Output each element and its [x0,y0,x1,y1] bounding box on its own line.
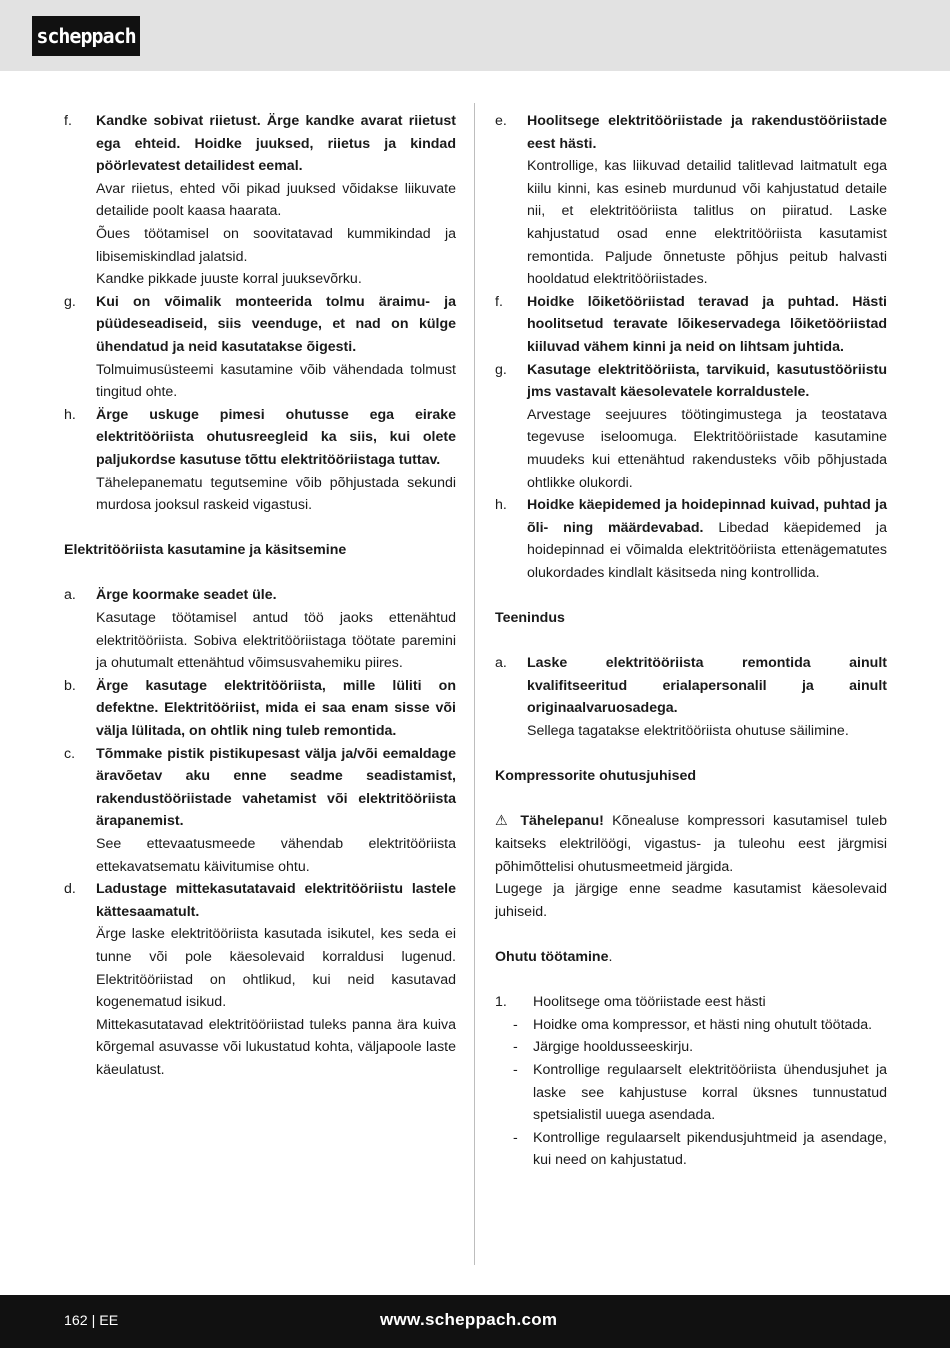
item-label: g. [64,293,76,310]
item-paragraph: Kandke pikkade juuste korral juuksevõrku. [96,271,362,288]
column-divider [474,103,475,1265]
item-bold-text: Ärge koormake seadet üle. [96,587,277,604]
right-column [495,110,887,1172]
warning-paragraph [495,810,887,878]
section-heading-compressor: Kompressorite ohutusjuhised [495,768,697,785]
item-bold-text: Hoolitsege elektritööriistade ja rakendustööriistade eest hästi. [527,113,887,152]
item-bold-text: Tõmmake pistik pistikupesast välja ja/või eemaldage äravõetav aku enne seadme seadistamist, rakendustööriistade vahetamist või elektritööriista ärapanemist. [96,745,456,830]
item-paragraph: Kasutage töötamisel antud töö jaoks ettenähtud elektritööriista. Sobiva elektritööriistaga töötate paremini ja ohutumalt ettenähtud võimsusvahemiku piires. [96,610,456,672]
item-paragraph: Tolmuimusüsteemi kasutamine võib vähendada tolmust tingitud ohte. [96,361,456,401]
dash-bullet: - [513,1039,518,1056]
section-heading-usage: Elektritööriista kasutamine ja käsitsemine [64,542,347,559]
dash-list-item [495,1127,887,1172]
item-label: f. [495,293,503,310]
item-label: a. [64,587,76,604]
item-bold-text: Ärge uskuge pimesi ohutusse ega eirake elektritööriista ohutusreegleid ka siis, kui olete paljukordse kasutuse tõttu elektritööriistaga tuttav. [96,406,456,468]
dash-bullet: - [513,1061,518,1078]
dash-text: Kontrollige regulaarselt elektritööriista ühendusjuhet ja laske see kahjustuse korral üksnes tunnustatud spetsialistil uuega asendada. [533,1061,887,1124]
dash-bullet: - [513,1016,518,1033]
item-paragraph: Ärge laske elektritööriista kasutada isikutel, kes seda ei tunne või pole käesolevaid korraldusi lugenud. Elektritööriistad on ohtlikud, kui neid kasutavad kogenematud isikud. [96,926,456,1011]
numbered-text: Hoolitsege oma tööriistade eest hästi [533,994,766,1011]
left-column [64,110,456,1082]
section-heading-service: Teenindus [495,610,565,627]
read-instructions-text: Lugege ja järgige enne seadme kasutamist käesolevaid juhiseid. [495,881,887,920]
item-bold-text: Hoidke käepidemed ja hoidepinnad kuivad, puhtad ja õli- ning määrdevabad. [527,497,887,536]
item-label: h. [64,406,76,423]
item-bold-text: Kandke sobivat riietust. Ärge kandke avarat riietust ega ehteid. Hoidke juuksed, riietus ja kindad pöörlevatest detailidest eemal. [96,113,456,175]
item-paragraph: Sellega tagatakse elektritööriista ohutuse säilimine. [527,723,849,740]
service-item [495,652,887,742]
item-paragraph: Kontrollige, kas liikuvad detailid talitlevad laitmatult ega kiilu kinni, kas esineb murdunud või kahjustatud detaile nii, et elektritööriista talitlus on piiratud. Laske kahjustatud osad enne elektritööriista kasutamist remontida. Paljude õnnetuste põhjus peitub halvasti hooldatud elektritööriistades. [527,158,887,288]
warning-triangle-icon: ⚠ [495,813,513,830]
service-items [495,652,887,742]
list-item [495,291,887,359]
item-label: c. [64,745,76,762]
item-bold-text: Ladustage mittekasutatavaid elektritööriistu lastele kättesaamatult. [96,881,456,920]
list-item [64,110,456,291]
item-paragraph: Arvestage seejuures töötingimustega ja teostatava tegevuse iseloomuga. Elektritööriistade kasutamine muudeks kui ettenähtud rakendusteks võib põhjustada ohtlikke olukordi. [527,406,887,491]
item-bold-text: Ärge kasutage elektritööriista, mille lüliti on defektne. Elektritööriist, mida ei saa enam sisse või välja lülitada, on ohtlik ning tuleb remontida. [96,677,456,740]
item-inline-text: Libedad käepidemed ja hoidepinnad ei võimalda elektritööriista ettenägematutes olukordades kindlalt käsitseda ning kontrollida. [527,519,887,581]
safe-work-heading: Ohutu töötamine. [495,948,613,965]
dash-list-item [495,1036,887,1059]
item-paragraph: See ettevaatusmeede vähendab elektritööriista ettekavatsematu käivitumise ohtu. [96,836,456,875]
page-number: 162 | EE [64,1313,119,1329]
numbered-item [495,991,887,1014]
dash-text: Järgige hooldusseeskirju. [533,1039,694,1056]
list-item [64,404,456,517]
dash-text: Kontrollige regulaarselt pikendusjuhtmeid ja asendage, kui need on kahjustatud. [533,1129,887,1169]
item-label: g. [495,361,507,378]
list-item [64,584,456,674]
dash-text: Hoidke oma kompressor, et hästi ning ohutult töötada. [533,1016,873,1033]
right-items-top [495,110,887,584]
item-paragraph: Mittekasutatavad elektritööriistad tuleks panna ära kuiva kõrgemal asuvasse või lukustatud kohta, väljapoole laste käeulatust. [96,1016,456,1078]
dash-bullet: - [513,1129,518,1146]
numbered-label: 1. [495,994,507,1011]
left-items-bottom [64,584,456,1081]
list-item [64,291,456,404]
page-header [0,0,950,71]
list-item [495,359,887,495]
list-item [495,110,887,291]
item-paragraph: Avar riietus, ehted või pikad juuksed võidakse liikuvate detailide poolt kaasa haarata. [96,180,456,220]
page-footer [0,1295,950,1348]
warning-label: Tähelepanu! [520,813,604,830]
item-label: h. [495,497,507,514]
item-label: a. [495,655,507,672]
item-bold-text: Kasutage elektritööriista, tarvikuid, kasutustööriistu jms vastavalt käesolevatele korraldustele. [527,361,887,401]
left-items-top [64,110,456,517]
item-label: b. [64,677,76,694]
scheppach-logo: scheppach [32,16,140,56]
item-bold-text: Hoidke lõiketööriistad teravad ja puhtad. Hästi hoolitsetud teravate lõikeservadega lõiketööriistad kiiluvad vähem kinni ja neid on lihtsam juhtida. [527,293,887,355]
item-paragraph: Tähelepanematu tegutsemine võib põhjustada sekundi murdosa jooksul raskeid vigastusi. [96,474,456,514]
list-item [495,494,887,584]
list-item [64,675,456,743]
warning-text: Kõnealuse kompressori kasutamisel tuleb kaitseks elektrilöögi, vigastus- ja tuleohu eest järgmisi põhimõttelisi ohutusmeetmeid järgida. [495,813,887,875]
list-item [64,878,456,1081]
item-label: f. [64,113,72,129]
dash-list-item [495,1059,887,1127]
item-label: d. [64,881,76,898]
website-url: www.scheppach.com [380,1310,558,1329]
dash-list [495,1014,887,1172]
item-paragraph: Õues töötamisel on soovitatavad kummikindad ja libisemiskindlad jalatsid. [96,225,456,265]
item-bold-text: Kui on võimalik monteerida tolmu äraimu- ja püüdeseadiseid, siis veenduge, et nad on külge ühendatud ja neid kasutatakse õigesti. [96,293,456,355]
item-bold-text: Laske elektritööriista remontida ainult kvalifitseeritud erialapersonalil ja ainult originaalvaruosadega. [527,655,887,717]
dash-list-item [495,1014,887,1037]
list-item [64,743,456,879]
item-label: e. [495,113,507,129]
